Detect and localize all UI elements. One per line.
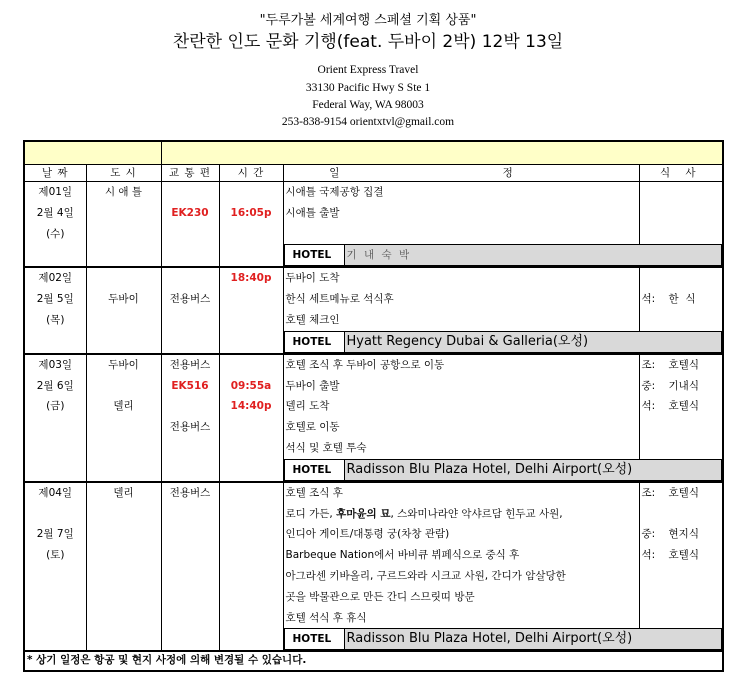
day-date: 2월 4일 — [36, 206, 74, 219]
hotel-name: Hyatt Regency Dubai & Galleria(오성) — [344, 331, 722, 352]
transport-mode: 전용버스 — [169, 421, 211, 434]
hotel-label: HOTEL — [284, 245, 344, 266]
schedule-cell — [283, 267, 639, 330]
day-number: 제03일 — [38, 358, 73, 371]
schedule-line: 곳을 박물관으로 만든 간디 스므릿띠 방문 — [285, 590, 475, 603]
city-name: 시 애 틀 — [104, 186, 143, 198]
meal-entry: 조: 호텔식 — [641, 358, 699, 371]
yellow-cell-left — [24, 141, 161, 165]
transport-mode: 전용버스 — [169, 358, 211, 371]
date-cell — [24, 182, 86, 245]
schedule-line: 인디아 게이트/대통령 궁(차창 관람) — [285, 528, 450, 541]
meal-entry: 석: 호텔식 — [641, 549, 699, 562]
day-row-1 — [24, 182, 723, 245]
hotel-name: 기 내 숙 박 — [344, 245, 722, 266]
meal-entry: 중: 현지식 — [641, 528, 699, 541]
itinerary-table — [23, 140, 724, 672]
header-date: 날 짜 — [24, 165, 86, 182]
hotel-row — [24, 244, 723, 267]
transport-mode: 전용버스 — [169, 486, 211, 499]
city-cell — [86, 182, 161, 245]
day-date: 2월 5일 — [36, 293, 74, 306]
day-number: 제01일 — [38, 186, 73, 198]
company-address-line1: 33130 Pacific Hwy S Ste 1 — [305, 82, 431, 94]
schedule-line: 석식 및 호텔 투숙 — [285, 441, 367, 454]
schedule-line: 시애틀 국제공항 집결 — [285, 186, 384, 198]
time-cell — [219, 267, 283, 330]
hotel-row — [24, 628, 723, 651]
company-name: Orient Express Travel — [317, 64, 419, 76]
meal-entry: 석: 한 식 — [641, 293, 696, 306]
city-name: 두바이 — [108, 358, 139, 371]
schedule-line: Barbeque Nation에서 바비큐 뷔페식으로 중식 후 — [285, 549, 520, 562]
date-cell — [24, 482, 86, 629]
time-cell — [219, 354, 283, 459]
schedule-line: 두바이 도착 — [285, 272, 340, 285]
schedule-highlight: 후마윤의 묘 — [336, 507, 391, 520]
company-address-line2: Federal Way, WA 98003 — [312, 99, 424, 111]
meals-cell — [639, 354, 723, 459]
transport-cell — [161, 267, 219, 330]
city-cell — [86, 267, 161, 330]
schedule-line: 한식 세트메뉴로 석식후 — [285, 293, 394, 306]
hotel-label: HOTEL — [284, 331, 344, 352]
schedule-line: 호텔 조식 후 두바이 공항으로 이동 — [285, 358, 445, 371]
hotel-name: Radisson Blu Plaza Hotel, Delhi Airport(오성) — [344, 459, 722, 480]
schedule-line: 아그라센 키바올리, 구르드와라 시크교 사원, 간디가 암살당한 — [285, 569, 566, 582]
page-title: 찬란한 인도 문화 기행(feat. 두바이 2박) 12박 13일 — [172, 32, 564, 52]
header-time: 시 간 — [219, 165, 283, 182]
departure-time: 09:55a — [230, 379, 272, 392]
hotel-label: HOTEL — [284, 629, 344, 650]
itinerary-note: * 상기 일정은 항공 및 현지 사정에 의해 변경될 수 있습니다. — [24, 651, 723, 671]
meal-entry: 석: 호텔식 — [641, 400, 699, 413]
company-contact: 253-838-9154 orientxtvl@gmail.com — [281, 116, 455, 128]
schedule-line: 호텔로 이동 — [285, 421, 340, 434]
subtitle: "두루가볼 세계여행 스페셜 기획 상품" — [259, 13, 477, 28]
note-row — [24, 651, 723, 671]
meals-cell — [639, 182, 723, 245]
day-number: 제02일 — [38, 272, 73, 285]
schedule-line: 호텔 조식 후 — [285, 486, 343, 499]
date-cell — [24, 354, 86, 459]
day-row-3 — [24, 354, 723, 459]
hotel-row — [24, 331, 723, 354]
schedule-line: 델리 도착 — [285, 400, 330, 413]
schedule-line: 두바이 출발 — [285, 379, 340, 392]
transport-cell — [161, 182, 219, 245]
header-meals: 식 사 — [639, 165, 723, 182]
schedule-line — [286, 504, 637, 525]
meal-entry: 중: 기내식 — [641, 379, 699, 392]
arrival-time: 14:40p — [230, 400, 272, 413]
day-weekday: (토) — [46, 549, 65, 562]
hotel-row — [24, 459, 723, 482]
flight-number: EK230 — [171, 206, 209, 219]
schedule-cell — [283, 182, 639, 245]
schedule-text: 로디 가든, — [285, 507, 337, 520]
schedule-cell — [283, 482, 639, 629]
hotel-name: Radisson Blu Plaza Hotel, Delhi Airport(오성) — [344, 629, 722, 650]
arrival-time: 18:40p — [230, 272, 272, 285]
meals-cell — [639, 482, 723, 629]
day-weekday: (목) — [46, 313, 65, 326]
time-cell — [219, 182, 283, 245]
date-cell — [24, 267, 86, 330]
time-cell — [219, 482, 283, 629]
header-transport: 교 통 편 — [161, 165, 219, 182]
city-name: 델리 — [113, 486, 134, 499]
meal-entry: 조: 호텔식 — [641, 486, 699, 499]
transport-mode: 전용버스 — [169, 293, 211, 306]
day-number: 제04일 — [38, 486, 73, 499]
schedule-line: 호텔 석식 후 휴식 — [285, 611, 367, 624]
day-date: 2월 6일 — [36, 379, 74, 392]
transport-cell — [161, 354, 219, 459]
header-schedule: 일 정 — [283, 165, 639, 182]
day-date: 2월 7일 — [36, 528, 74, 541]
city-cell — [86, 354, 161, 459]
meals-cell — [639, 267, 723, 330]
day-weekday: (수) — [46, 227, 65, 240]
schedule-line: 시애틀 출발 — [285, 206, 340, 219]
hotel-label: HOTEL — [284, 459, 344, 480]
yellow-cell-right — [161, 141, 723, 165]
transport-cell — [161, 482, 219, 629]
city-name: 두바이 — [108, 293, 139, 306]
day-row-4 — [24, 482, 723, 629]
schedule-cell — [283, 354, 639, 459]
schedule-line: 호텔 체크인 — [285, 313, 340, 326]
day-row-2 — [24, 267, 723, 330]
city-name: 델리 — [113, 400, 134, 413]
column-header-row — [24, 165, 723, 182]
header-city: 도 시 — [86, 165, 161, 182]
flight-time: 16:05p — [230, 206, 272, 219]
day-weekday: (금) — [46, 400, 65, 413]
flight-number: EK516 — [171, 379, 209, 392]
city-cell — [86, 482, 161, 629]
schedule-text: , 스와미나라얀 악샤르담 힌두교 사원, — [390, 507, 563, 520]
yellow-header-row — [24, 141, 723, 165]
